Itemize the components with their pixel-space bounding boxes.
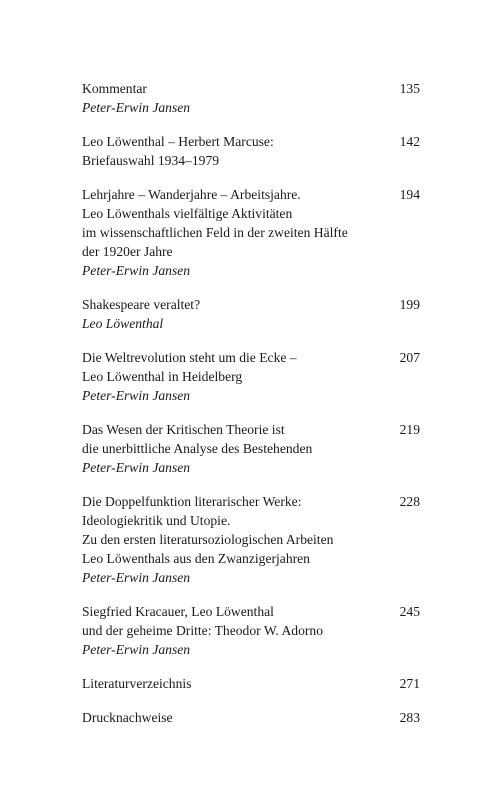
toc-page-number: 207 xyxy=(399,350,420,365)
toc-entry-briefauswahl xyxy=(82,132,420,170)
toc-entry-lehrjahre xyxy=(82,185,420,280)
toc-page-number: 283 xyxy=(399,710,420,725)
toc-entry-text xyxy=(82,602,400,659)
toc-author: Peter-Erwin Jansen xyxy=(82,642,191,657)
toc-entry-literaturverzeichnis xyxy=(82,674,420,693)
table-of-contents xyxy=(82,79,420,727)
toc-entry-text xyxy=(82,492,400,587)
toc-entry-kritische-theorie xyxy=(82,420,420,477)
toc-title-line: Shakespeare veraltet? xyxy=(82,297,201,312)
toc-page-number: 245 xyxy=(399,604,420,619)
toc-title-line: und der geheime Dritte: Theodor W. Adorno xyxy=(82,623,323,638)
toc-author: Peter-Erwin Jansen xyxy=(82,100,191,115)
toc-title-line: Drucknachweise xyxy=(82,710,173,725)
toc-title-line: Das Wesen der Kritischen Theorie ist xyxy=(82,422,285,437)
toc-entry-text xyxy=(82,79,400,117)
toc-title-line: Die Weltrevolution steht um die Ecke – xyxy=(82,350,297,365)
toc-page-number: 271 xyxy=(399,676,420,691)
toc-author: Peter-Erwin Jansen xyxy=(82,460,191,475)
toc-page-number: 142 xyxy=(399,134,420,149)
toc-entry-text xyxy=(82,132,400,170)
toc-author: Peter-Erwin Jansen xyxy=(82,570,191,585)
toc-title-line: Die Doppelfunktion literarischer Werke: xyxy=(82,494,302,509)
toc-title-line: Briefauswahl 1934–1979 xyxy=(82,153,220,168)
toc-title-line: Leo Löwenthal in Heidelberg xyxy=(82,369,243,384)
toc-entry-weltrevolution xyxy=(82,348,420,405)
toc-page-number: 219 xyxy=(399,422,420,437)
toc-page-number: 228 xyxy=(399,494,420,509)
toc-title-line: Kommentar xyxy=(82,81,147,96)
toc-page-number: 194 xyxy=(399,187,420,202)
toc-title-line: Siegfried Kracauer, Leo Löwenthal xyxy=(82,604,274,619)
toc-title-line: im wissenschaftlichen Feld in der zweiten Hälfte xyxy=(82,225,348,240)
toc-page-number: 199 xyxy=(399,297,420,312)
toc-title-line: Zu den ersten literatursoziologischen Arbeiten xyxy=(82,532,334,547)
toc-title-line: Literaturverzeichnis xyxy=(82,676,192,691)
toc-title-line: Ideologiekritik und Utopie. xyxy=(82,513,231,528)
toc-entry-drucknachweise xyxy=(82,708,420,727)
toc-page-number: 135 xyxy=(399,81,420,96)
toc-author: Leo Löwenthal xyxy=(82,316,164,331)
toc-entry-shakespeare xyxy=(82,295,420,333)
toc-title-line: der 1920er Jahre xyxy=(82,244,173,259)
toc-title-line: die unerbittliche Analyse des Bestehenden xyxy=(82,441,313,456)
toc-entry-kommentar xyxy=(82,79,420,117)
toc-entry-kracauer xyxy=(82,602,420,659)
toc-entry-text xyxy=(82,674,400,693)
toc-title-line: Leo Löwenthals aus den Zwanzigerjahren xyxy=(82,551,310,566)
toc-entry-doppelfunktion xyxy=(82,492,420,587)
toc-entry-text xyxy=(82,708,400,727)
toc-author: Peter-Erwin Jansen xyxy=(82,388,191,403)
toc-title-line: Leo Löwenthal – Herbert Marcuse: xyxy=(82,134,274,149)
toc-title-line: Leo Löwenthals vielfältige Aktivitäten xyxy=(82,206,293,221)
toc-entry-text xyxy=(82,185,400,280)
toc-title-line: Lehrjahre – Wanderjahre – Arbeitsjahre. xyxy=(82,187,301,202)
toc-entry-text xyxy=(82,348,400,405)
toc-entry-text xyxy=(82,420,400,477)
toc-author: Peter-Erwin Jansen xyxy=(82,263,191,278)
toc-entry-text xyxy=(82,295,400,333)
